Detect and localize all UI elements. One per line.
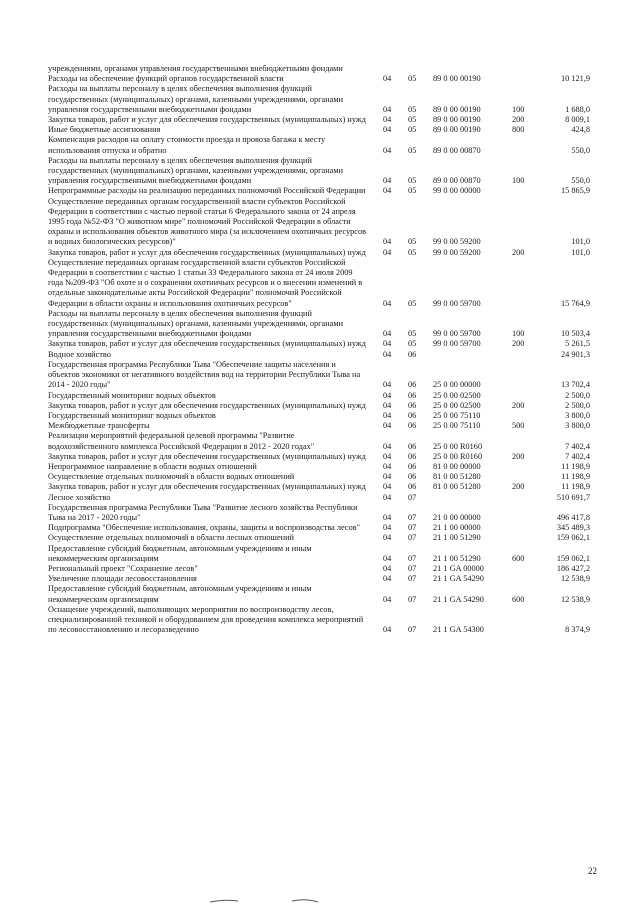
table-row <box>0 258 640 309</box>
table-row <box>0 135 640 155</box>
row-section: 04 <box>383 298 392 308</box>
row-section: 04 <box>383 74 392 84</box>
row-subsection: 07 <box>408 492 417 502</box>
row-section: 04 <box>383 104 392 114</box>
row-name: Государственный мониторинг водных объектов <box>48 390 216 400</box>
row-amount: 3 800,0 <box>565 421 590 431</box>
row-subsection: 05 <box>408 247 417 257</box>
row-target-article: 99 0 00 59700 <box>433 329 481 339</box>
row-expense-type: 200 <box>512 115 525 125</box>
row-section: 04 <box>383 523 392 533</box>
table-row <box>0 431 640 451</box>
row-name: Компенсация расходов на оплату стоимости проезда и провоза багажа к месту использования отпуска и обратно <box>48 135 326 155</box>
table-row <box>0 564 640 574</box>
row-target-article: 89 0 00 00190 <box>433 104 481 114</box>
row-subsection: 06 <box>408 390 417 400</box>
row-section: 04 <box>383 349 392 359</box>
table-row <box>0 472 640 482</box>
row-subsection: 06 <box>408 441 417 451</box>
row-amount: 2 500,0 <box>565 400 590 410</box>
table-row <box>0 574 640 584</box>
row-section: 04 <box>383 145 392 155</box>
table-row <box>0 421 640 431</box>
row-name: Закупка товаров, работ и услуг для обеспечения государственных (муниципальных) нужд <box>48 339 366 349</box>
row-expense-type: 200 <box>512 247 525 257</box>
row-target-article: 25 0 00 75110 <box>433 410 481 420</box>
table-row <box>0 391 640 401</box>
table-row <box>0 74 640 84</box>
row-subsection: 07 <box>408 553 417 563</box>
row-name: учреждениями, органами управления государственными внебюджетными фондами <box>48 64 343 73</box>
row-name: Осуществление переданных органам государственной власти субъектов Российской Федерации в соответствии с частью 1 статьи 33 Федерального закона от 24 июля 2009 года №209-ФЗ "Об охоте и о сохранении охотничьих ресурсов и о внесении изменений в отдельные законодательные акты Российской Федерации" полномочий Российской Федерации в области охраны и использования охотничьих ресурсов" <box>48 257 363 308</box>
table-row <box>0 493 640 503</box>
row-name: Осуществление отдельных полномочий в области лесных отношений <box>48 533 294 543</box>
row-subsection: 05 <box>408 237 417 247</box>
row-subsection: 07 <box>408 523 417 533</box>
row-amount: 159 062,1 <box>556 553 590 563</box>
row-subsection: 07 <box>408 625 417 635</box>
row-section: 04 <box>383 237 392 247</box>
row-amount: 10 503,4 <box>560 329 590 339</box>
row-subsection: 05 <box>408 115 417 125</box>
row-amount: 159 062,1 <box>556 533 590 543</box>
row-subsection: 06 <box>408 400 417 410</box>
row-section: 04 <box>383 492 392 502</box>
table-row <box>0 533 640 543</box>
row-name: Закупка товаров, работ и услуг для обеспечения государственных (муниципальных) нужд <box>48 451 366 461</box>
row-target-article: 89 0 00 00870 <box>433 176 481 186</box>
table-row <box>0 411 640 421</box>
row-section: 04 <box>383 625 392 635</box>
row-expense-type: 500 <box>512 421 525 431</box>
table-row <box>0 523 640 533</box>
row-name: Лесное хозяйство <box>48 492 111 502</box>
row-name: Увеличение площади лесовосстановления <box>48 574 197 584</box>
row-subsection: 07 <box>408 533 417 543</box>
row-section: 04 <box>383 451 392 461</box>
row-name: Оснащение учреждений, выполняющих мероприятия по воспроизводству лесов, специализированной техникой и оборудованием для проведения комплекса мероприятий по лесовосстановлению и лесоразведению <box>48 604 364 635</box>
row-target-article: 25 0 00 75110 <box>433 421 481 431</box>
row-amount: 496 417,8 <box>556 512 590 522</box>
row-amount: 13 702,4 <box>560 380 590 390</box>
row-expense-type: 100 <box>512 104 525 114</box>
row-target-article: 81 0 00 00000 <box>433 461 481 471</box>
row-target-article: 89 0 00 00190 <box>433 115 481 125</box>
row-section: 04 <box>383 186 392 196</box>
row-name: Иные бюджетные ассигнования <box>48 125 161 135</box>
row-amount: 101,0 <box>571 247 590 257</box>
table-row <box>0 186 640 196</box>
row-amount: 1 688,0 <box>565 104 590 114</box>
row-name: Осуществление отдельных полномочий в области водных отношений <box>48 472 295 482</box>
row-expense-type: 200 <box>512 451 525 461</box>
row-amount: 101,0 <box>571 237 590 247</box>
table-row <box>0 544 640 564</box>
row-section: 04 <box>383 390 392 400</box>
scan-artifact-marks <box>0 893 640 905</box>
table-row <box>0 84 640 115</box>
row-subsection: 05 <box>408 145 417 155</box>
row-amount: 550,0 <box>571 176 590 186</box>
row-section: 04 <box>383 441 392 451</box>
row-subsection: 05 <box>408 298 417 308</box>
row-target-article: 99 0 00 59700 <box>433 298 481 308</box>
row-subsection: 06 <box>408 461 417 471</box>
row-amount: 12 538,9 <box>560 574 590 584</box>
row-subsection: 07 <box>408 594 417 604</box>
row-section: 04 <box>383 329 392 339</box>
table-row <box>0 401 640 411</box>
row-amount: 8 009,1 <box>565 115 590 125</box>
row-expense-type: 200 <box>512 482 525 492</box>
row-name: Закупка товаров, работ и услуг для обеспечения государственных (муниципальных) нужд <box>48 482 366 492</box>
row-amount: 11 198,9 <box>561 461 590 471</box>
row-section: 04 <box>383 512 392 522</box>
row-subsection: 05 <box>408 176 417 186</box>
row-subsection: 06 <box>408 380 417 390</box>
row-section: 04 <box>383 574 392 584</box>
row-target-article: 21 0 00 00000 <box>433 512 481 522</box>
table-row <box>0 156 640 187</box>
table-row <box>0 605 640 636</box>
table-row <box>0 64 640 74</box>
row-amount: 510 691,7 <box>556 492 590 502</box>
row-name: Осуществление переданных органам государственной власти субъектов Российской Федерации в соответствии с частью первой статьи 6 Федерального закона от 24 апреля 1995 года №52-ФЗ "О животном мире" полномочий Российской Федерации в области охраны и использования объектов животного мира (за исключением охотничьих ресурсов и водных биологических ресурсов)" <box>48 196 367 247</box>
table-row <box>0 197 640 248</box>
row-name: Реализация мероприятий федеральной целевой программы "Развитие водохозяйственного комплекса Российской Федерации в 2012 - 2020 годах" <box>48 431 315 451</box>
row-section: 04 <box>383 247 392 257</box>
row-name: Расходы на обеспечение функций органов государственной власти <box>48 74 284 84</box>
row-expense-type: 100 <box>512 329 525 339</box>
row-section: 04 <box>383 339 392 349</box>
table-row <box>0 584 640 604</box>
row-expense-type: 200 <box>512 400 525 410</box>
row-expense-type: 100 <box>512 176 525 186</box>
row-subsection: 05 <box>408 74 417 84</box>
row-section: 04 <box>383 125 392 135</box>
row-target-article: 25 0 00 02500 <box>433 390 481 400</box>
row-expense-type: 200 <box>512 339 525 349</box>
row-amount: 7 402,4 <box>565 451 590 461</box>
table-row <box>0 125 640 135</box>
row-target-article: 99 0 00 59200 <box>433 247 481 257</box>
row-name: Закупка товаров, работ и услуг для обеспечения государственных (муниципальных) нужд <box>48 400 366 410</box>
row-amount: 12 538,9 <box>560 594 590 604</box>
row-target-article: 89 0 00 00190 <box>433 74 481 84</box>
row-subsection: 06 <box>408 421 417 431</box>
row-expense-type: 800 <box>512 125 525 135</box>
row-target-article: 25 0 00 02500 <box>433 400 481 410</box>
row-amount: 11 198,9 <box>561 472 590 482</box>
row-section: 04 <box>383 533 392 543</box>
row-amount: 15 865,9 <box>560 186 590 196</box>
row-name: Водное хозяйство <box>48 349 111 359</box>
row-target-article: 21 1 GA 54300 <box>433 625 484 635</box>
row-target-article: 81 0 00 51280 <box>433 472 481 482</box>
row-name: Расходы на выплаты персоналу в целях обеспечения выполнения функций государственных (муниципальных) органами, казенными учреждениями, органами управления государственными внебюджетными фондами <box>48 308 344 339</box>
table-row <box>0 115 640 125</box>
table-row <box>0 452 640 462</box>
row-subsection: 06 <box>408 349 417 359</box>
row-amount: 550,0 <box>571 145 590 155</box>
row-name: Непрограммные расходы на реализацию переданных полномочий Российской Федерации <box>48 186 366 196</box>
row-amount: 11 198,9 <box>561 482 590 492</box>
row-target-article: 99 0 00 59700 <box>433 339 481 349</box>
row-target-article: 81 0 00 51280 <box>433 482 481 492</box>
table-row <box>0 309 640 340</box>
table-row <box>0 248 640 258</box>
row-name: Расходы на выплаты персоналу в целях обеспечения выполнения функций государственных (муниципальных) органами, казенными учреждениями, органами управления государственными внебюджетными фондами <box>48 84 344 114</box>
row-target-article: 99 0 00 59200 <box>433 237 481 247</box>
row-section: 04 <box>383 594 392 604</box>
row-expense-type: 600 <box>512 594 525 604</box>
row-target-article: 21 1 GA 00000 <box>433 563 484 573</box>
row-amount: 345 489,3 <box>556 523 590 533</box>
row-amount: 7 402,4 <box>565 441 590 451</box>
row-section: 04 <box>383 400 392 410</box>
row-amount: 424,8 <box>571 125 590 135</box>
row-name: Подпрограмма "Обеспечение использования, охраны, защиты и воспроизводства лесов" <box>48 523 361 533</box>
row-target-article: 89 0 00 00190 <box>433 125 481 135</box>
table-row <box>0 503 640 523</box>
row-section: 04 <box>383 472 392 482</box>
row-subsection: 05 <box>408 104 417 114</box>
row-target-article: 21 1 GA 54290 <box>433 574 484 584</box>
row-name: Государственная программа Республики Тыва "Развитие лесного хозяйства Республики Тыва на 2017 - 2020 годы" <box>48 502 358 522</box>
row-subsection: 05 <box>408 186 417 196</box>
row-target-article: 89 0 00 00870 <box>433 145 481 155</box>
row-subsection: 07 <box>408 563 417 573</box>
budget-table <box>0 64 640 635</box>
row-name: Государственная программа Республики Тыва "Обеспечение защиты населения и объектов экономики от негативного воздействия вод на территории Республики Тыва на 2014 - 2020 годы" <box>48 359 361 390</box>
row-subsection: 05 <box>408 329 417 339</box>
row-target-article: 21 1 00 51290 <box>433 553 481 563</box>
row-name: Государственный мониторинг водных объектов <box>48 410 216 420</box>
row-subsection: 06 <box>408 482 417 492</box>
row-name: Непрограммное направление в области водных отношений <box>48 461 257 471</box>
row-subsection: 07 <box>408 574 417 584</box>
row-subsection: 06 <box>408 451 417 461</box>
row-amount: 15 764,9 <box>560 298 590 308</box>
row-expense-type: 600 <box>512 553 525 563</box>
table-row <box>0 339 640 349</box>
row-name: Закупка товаров, работ и услуг для обеспечения государственных (муниципальных) нужд <box>48 115 366 125</box>
row-amount: 3 800,0 <box>565 410 590 420</box>
row-subsection: 06 <box>408 472 417 482</box>
row-target-article: 25 0 00 00000 <box>433 380 481 390</box>
row-subsection: 05 <box>408 339 417 349</box>
row-name: Региональный проект "Сохранение лесов" <box>48 563 198 573</box>
row-section: 04 <box>383 461 392 471</box>
row-amount: 8 374,9 <box>565 625 590 635</box>
row-amount: 24 901,3 <box>560 349 590 359</box>
row-name: Межбюджетные трансферты <box>48 421 150 431</box>
row-target-article: 25 0 00 R0160 <box>433 451 483 461</box>
row-subsection: 06 <box>408 410 417 420</box>
row-name: Предоставление субсидий бюджетным, автономным учреждениям и иным некоммерческим организациям <box>48 543 312 563</box>
row-amount: 2 500,0 <box>565 390 590 400</box>
row-amount: 186 427,2 <box>556 563 590 573</box>
row-amount: 10 121,9 <box>560 74 590 84</box>
row-target-article: 21 1 GA 54290 <box>433 594 484 604</box>
table-row <box>0 350 640 360</box>
row-subsection: 07 <box>408 512 417 522</box>
row-subsection: 05 <box>408 125 417 135</box>
row-section: 04 <box>383 176 392 186</box>
page-number: 22 <box>588 866 597 876</box>
row-amount: 5 261,5 <box>565 339 590 349</box>
table-row <box>0 482 640 492</box>
row-section: 04 <box>383 421 392 431</box>
row-target-article: 21 1 00 00000 <box>433 523 481 533</box>
row-section: 04 <box>383 553 392 563</box>
row-section: 04 <box>383 380 392 390</box>
row-section: 04 <box>383 410 392 420</box>
row-section: 04 <box>383 482 392 492</box>
row-target-article: 21 1 00 51290 <box>433 533 481 543</box>
row-target-article: 25 0 00 R0160 <box>433 441 483 451</box>
row-section: 04 <box>383 115 392 125</box>
table-row <box>0 462 640 472</box>
row-target-article: 99 0 00 00000 <box>433 186 481 196</box>
table-row <box>0 360 640 391</box>
row-name: Предоставление субсидий бюджетным, автономным учреждениям и иным некоммерческим организациям <box>48 584 312 604</box>
row-name: Закупка товаров, работ и услуг для обеспечения государственных (муниципальных) нужд <box>48 247 366 257</box>
row-name: Расходы на выплаты персоналу в целях обеспечения выполнения функций государственных (муниципальных) органами, казенными учреждениями, органами управления государственными внебюджетными фондами <box>48 155 344 186</box>
row-section: 04 <box>383 563 392 573</box>
